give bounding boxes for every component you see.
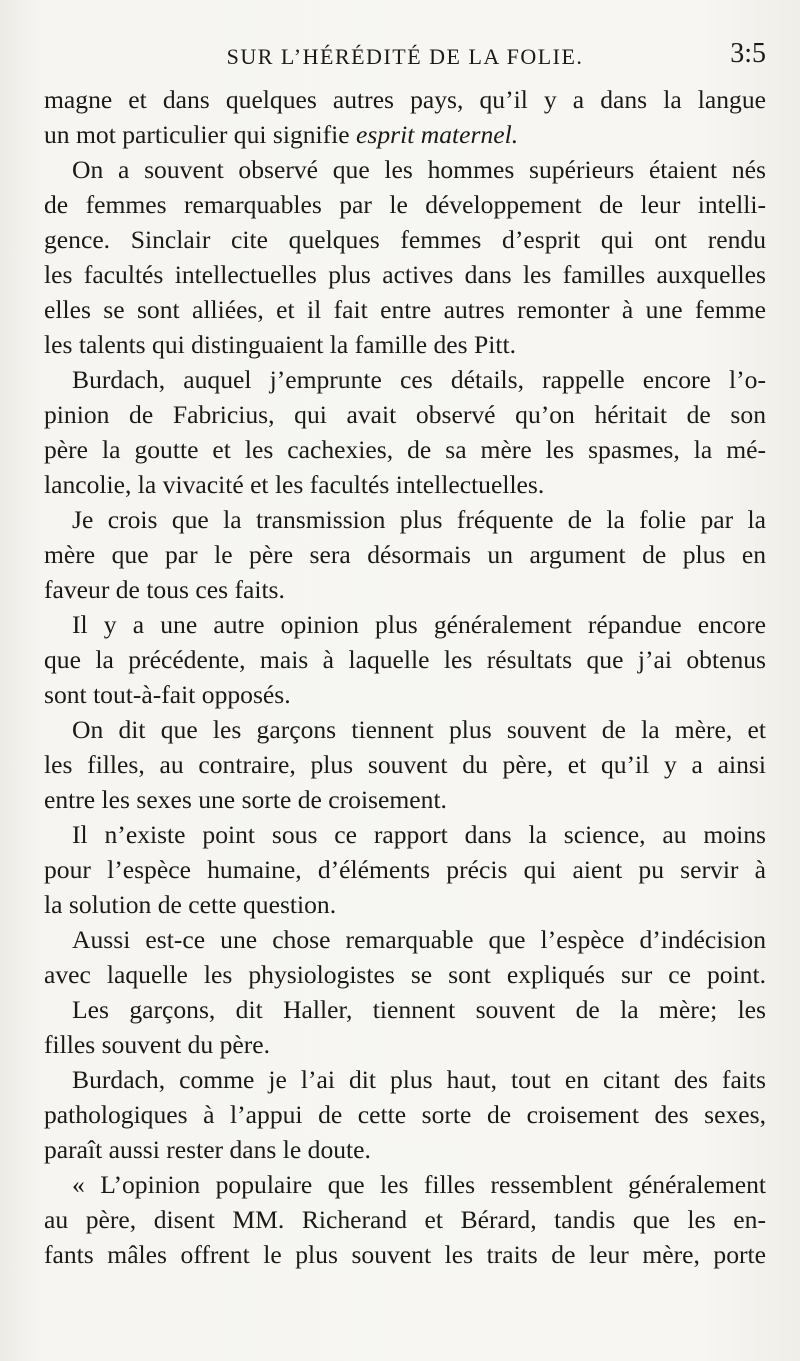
text-line: Burdach, auquel j’emprunte ces détails, rappelle encore l’o- <box>72 365 766 394</box>
text-line: magne et dans quelques autres pays, qu’il y a dans la langue <box>44 85 766 114</box>
text-line: Il y a une autre opinion plus généralement répandue encore <box>72 610 766 639</box>
text-line: avec laquelle les physiologistes se sont expliqués sur ce point. <box>44 960 766 989</box>
text-line: lancolie, la vivacité et les facultés intellectuelles. <box>44 470 545 499</box>
running-title: SUR L’HÉRÉDITÉ DE LA FOLIE. <box>226 44 584 69</box>
text-line: les filles, au contraire, plus souvent du père, et qu’il y a ainsi <box>44 750 766 779</box>
text-line: entre les sexes une sorte de croisement. <box>44 785 447 814</box>
text-span: un mot particulier qui signifie <box>44 120 357 149</box>
text-line: elles se sont alliées, et il fait entre autres remonter à une femme <box>44 295 766 324</box>
text-line: sont tout-à-fait opposés. <box>44 680 291 709</box>
text-line: Aussi est-ce une chose remarquable que l’espèce d’indécision <box>72 925 766 954</box>
text-line: Burdach, comme je l’ai dit plus haut, tout en citant des faits <box>72 1065 766 1094</box>
text-line: « L’opinion populaire que les filles ressemblent généralement <box>72 1170 766 1199</box>
text-line: fants mâles offrent le plus souvent les traits de leur mère, porte <box>44 1240 766 1269</box>
text-line: pinion de Fabricius, qui avait observé qu’on héritait de son <box>44 400 766 429</box>
text-line: Les garçons, dit Haller, tiennent souvent de la mère; les <box>72 995 766 1024</box>
italic-phrase: esprit maternel. <box>356 120 519 149</box>
text-line: la solution de cette question. <box>44 890 337 919</box>
text-line: Je crois que la transmission plus fréquente de la folie par la <box>72 505 766 534</box>
text-line: On dit que les garçons tiennent plus souvent de la mère, et <box>72 715 766 744</box>
text-line: filles souvent du père. <box>44 1030 271 1059</box>
page-header <box>44 36 766 76</box>
text-line: gence. Sinclair cite quelques femmes d’esprit qui ont rendu <box>44 225 766 254</box>
text-line <box>44 117 766 152</box>
text-line: pathologiques à l’appui de cette sorte de croisement des sexes, <box>44 1100 766 1129</box>
text-line: faveur de tous ces faits. <box>44 575 285 604</box>
text-line: On a souvent observé que les hommes supérieurs étaient nés <box>72 155 766 184</box>
text-line: Il n’existe point sous ce rapport dans la science, au moins <box>72 820 766 849</box>
text-line: de femmes remarquables par le développement de leur intelli- <box>44 190 766 219</box>
text-line: paraît aussi rester dans le doute. <box>44 1135 371 1164</box>
text-line: les talents qui distinguaient la famille des Pitt. <box>44 330 516 359</box>
text-line: pour l’espèce humaine, d’éléments précis qui aient pu servir à <box>44 855 766 884</box>
page-number: 3:5 <box>730 38 766 69</box>
text-line: au père, disent MM. Richerand et Bérard, tandis que les en- <box>44 1205 766 1234</box>
text-line: mère que par le père sera désormais un argument de plus en <box>44 540 766 569</box>
body-text <box>44 82 766 1272</box>
text-line: que la précédente, mais à laquelle les résultats que j’ai obtenus <box>44 645 766 674</box>
text-line: les facultés intellectuelles plus actives dans les familles auxquelles <box>44 260 766 289</box>
text-line: père la goutte et les cachexies, de sa mère les spasmes, la mé- <box>44 435 766 464</box>
